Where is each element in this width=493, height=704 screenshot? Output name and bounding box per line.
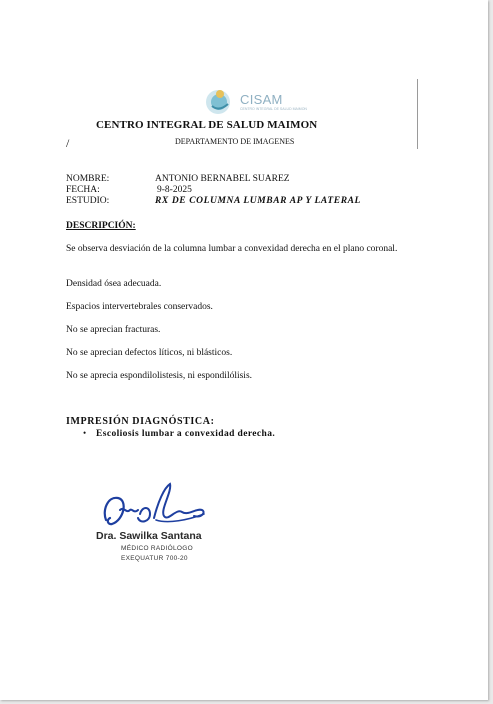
- impression-item: Escoliosis lumbar a convexidad derecha.: [96, 429, 276, 439]
- description-paragraph: No se aprecia espondilolistesis, ni espondilólisis.: [66, 371, 253, 381]
- description-paragraph: No se aprecian defectos líticos, ni blásticos.: [66, 348, 233, 358]
- name-label: NOMBRE:: [66, 174, 110, 184]
- header-mark: /: [66, 136, 70, 150]
- logo-tagline: CENTRO INTEGRAL DE SALUD MAIMON: [240, 107, 307, 111]
- description-paragraph: Se observa desviación de la columna lumbar a convexidad derecha en el plano coronal.: [66, 244, 398, 254]
- name-value: ANTONIO BERNABEL SUAREZ: [155, 174, 290, 184]
- bullet-icon: •: [83, 428, 87, 438]
- impression-heading: IMPRESIÓN DIAGNÓSTICA:: [66, 416, 215, 427]
- header-divider: [417, 79, 418, 149]
- description-paragraph: Densidad ósea adecuada.: [66, 279, 162, 289]
- doctor-name: Dra. Sawilka Santana: [96, 530, 202, 542]
- description-paragraph: Espacios intervertebrales conservados.: [66, 302, 213, 312]
- department-title: DEPARTAMENTO DE IMAGENES: [175, 137, 295, 146]
- date-value: 9-8-2025: [157, 185, 192, 195]
- institution-title: CENTRO INTEGRAL DE SALUD MAIMON: [96, 119, 318, 131]
- description-heading: DESCRIPCIÓN:: [66, 221, 136, 231]
- logo-text: CISAM: [240, 92, 283, 107]
- date-label: FECHA:: [66, 185, 100, 195]
- signature-image: [98, 480, 210, 532]
- doctor-exequatur: EXEQUATUR 700-20: [121, 555, 188, 562]
- doctor-role: MÉDICO RADIÓLOGO: [121, 545, 193, 552]
- study-label: ESTUDIO:: [66, 196, 110, 206]
- logo-emblem-icon: [202, 84, 238, 118]
- description-paragraph: No se aprecian fracturas.: [66, 325, 161, 335]
- handwritten-signature-icon: [98, 480, 210, 532]
- study-value: RX DE COLUMNA LUMBAR AP Y LATERAL: [155, 196, 361, 206]
- clinic-logo: [202, 84, 307, 118]
